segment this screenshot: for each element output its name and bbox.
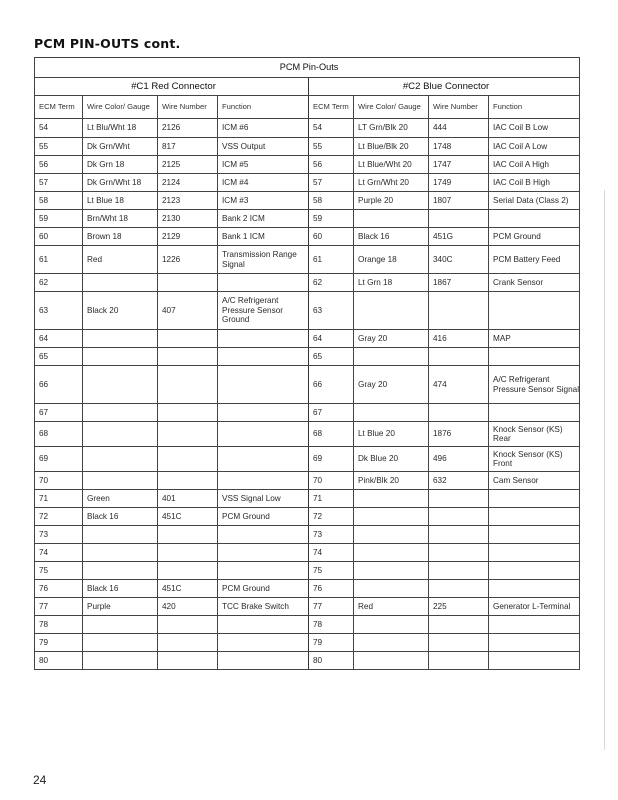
c2-wire-color-cell: Pink/Blk 20 (354, 472, 429, 490)
c2-col-ecm-term: ECM Term (309, 96, 354, 119)
c1-wire-number-cell: 451C (158, 508, 218, 526)
c2-ecm-term-cell: 55 (309, 138, 354, 156)
c2-wire-number-cell (429, 526, 489, 544)
c1-function-cell: VSS Output (218, 138, 309, 156)
page-heading: PCM PIN-OUTS cont. (34, 36, 181, 51)
c2-ecm-term-cell: 61 (309, 246, 354, 274)
c2-connector-title: #C2 Blue Connector (309, 78, 580, 96)
c1-wire-color-cell: Purple (83, 598, 158, 616)
c2-ecm-term-cell: 65 (309, 348, 354, 366)
c1-ecm-term-cell: 62 (35, 274, 83, 292)
c1-ecm-term-cell: 57 (35, 174, 83, 192)
c2-function-cell (489, 634, 580, 652)
c1-ecm-term-cell: 70 (35, 472, 83, 490)
table-row (35, 652, 580, 670)
c1-function-cell: ICM #4 (218, 174, 309, 192)
c1-wire-color-cell: Black 16 (83, 580, 158, 598)
c1-function-cell: ICM #5 (218, 156, 309, 174)
table-row (35, 598, 580, 616)
c1-function-cell (218, 526, 309, 544)
c1-ecm-term-cell: 55 (35, 138, 83, 156)
c2-function-cell (489, 652, 580, 670)
c1-wire-color-cell: Black 20 (83, 292, 158, 330)
c2-wire-color-cell (354, 490, 429, 508)
c1-ecm-term-cell: 67 (35, 404, 83, 422)
c1-wire-color-cell (83, 447, 158, 472)
c2-ecm-term-cell: 59 (309, 210, 354, 228)
table-row (35, 526, 580, 544)
c2-ecm-term-cell: 76 (309, 580, 354, 598)
c2-wire-number-cell: 444 (429, 119, 489, 138)
c2-wire-color-cell: Lt Blue/Wht 20 (354, 156, 429, 174)
c2-wire-color-cell (354, 292, 429, 330)
c1-wire-number-cell (158, 330, 218, 348)
table-row (35, 490, 580, 508)
c2-function-cell (489, 210, 580, 228)
c1-ecm-term-cell: 78 (35, 616, 83, 634)
c1-wire-number-cell: 817 (158, 138, 218, 156)
c1-ecm-term-cell: 58 (35, 192, 83, 210)
c2-wire-number-cell: 1749 (429, 174, 489, 192)
c1-wire-number-cell: 2123 (158, 192, 218, 210)
c1-wire-color-cell (83, 634, 158, 652)
c2-function-cell: A/C Refrigerant Pressure Sensor Signal (489, 366, 580, 404)
table-row (35, 562, 580, 580)
c2-ecm-term-cell: 60 (309, 228, 354, 246)
c1-wire-color-cell: Brown 18 (83, 228, 158, 246)
c1-wire-number-cell (158, 652, 218, 670)
c1-ecm-term-cell: 73 (35, 526, 83, 544)
c1-ecm-term-cell: 75 (35, 562, 83, 580)
c1-ecm-term-cell: 68 (35, 422, 83, 447)
c2-function-cell: PCM Ground (489, 228, 580, 246)
c1-ecm-term-cell: 71 (35, 490, 83, 508)
c2-wire-number-cell: 225 (429, 598, 489, 616)
table-row (35, 404, 580, 422)
c1-wire-number-cell (158, 544, 218, 562)
c2-wire-color-cell: Lt Blue 20 (354, 422, 429, 447)
c1-function-cell: ICM #6 (218, 119, 309, 138)
c2-wire-number-cell (429, 544, 489, 562)
c2-function-cell: IAC Coil B High (489, 174, 580, 192)
c2-wire-color-cell: LT Grn/Blk 20 (354, 119, 429, 138)
c2-wire-number-cell: 632 (429, 472, 489, 490)
c2-wire-number-cell: 1747 (429, 156, 489, 174)
c1-connector-title: #C1 Red Connector (35, 78, 309, 96)
c2-wire-number-cell (429, 508, 489, 526)
c2-wire-color-cell: Gray 20 (354, 366, 429, 404)
c2-wire-color-cell (354, 526, 429, 544)
c2-wire-number-cell: 474 (429, 366, 489, 404)
c1-wire-number-cell: 2129 (158, 228, 218, 246)
c2-function-cell: Knock Sensor (KS) Rear (489, 422, 580, 447)
c2-wire-color-cell (354, 404, 429, 422)
c2-ecm-term-cell: 79 (309, 634, 354, 652)
c2-ecm-term-cell: 63 (309, 292, 354, 330)
c1-wire-color-cell: Green (83, 490, 158, 508)
c2-ecm-term-cell: 74 (309, 544, 354, 562)
c1-ecm-term-cell: 60 (35, 228, 83, 246)
c1-wire-color-cell (83, 652, 158, 670)
c1-function-cell: PCM Ground (218, 580, 309, 598)
c2-ecm-term-cell: 72 (309, 508, 354, 526)
c1-wire-number-cell: 407 (158, 292, 218, 330)
c2-ecm-term-cell: 64 (309, 330, 354, 348)
c1-function-cell (218, 366, 309, 404)
pcm-pinout-table-container (34, 57, 579, 670)
c2-wire-number-cell (429, 652, 489, 670)
c2-ecm-term-cell: 57 (309, 174, 354, 192)
c1-col-wire-number: Wire Number (158, 96, 218, 119)
c2-ecm-term-cell: 67 (309, 404, 354, 422)
c2-wire-number-cell (429, 580, 489, 598)
c2-wire-number-cell (429, 404, 489, 422)
c1-function-cell (218, 404, 309, 422)
c1-ecm-term-cell: 64 (35, 330, 83, 348)
table-row (35, 580, 580, 598)
table-row (35, 616, 580, 634)
c2-ecm-term-cell: 80 (309, 652, 354, 670)
c2-wire-color-cell (354, 652, 429, 670)
table-row (35, 366, 580, 404)
table-row (35, 138, 580, 156)
c1-wire-number-cell: 451C (158, 580, 218, 598)
table-row (35, 292, 580, 330)
c2-wire-number-cell (429, 210, 489, 228)
c1-wire-number-cell: 2125 (158, 156, 218, 174)
c2-ecm-term-cell: 68 (309, 422, 354, 447)
c2-wire-color-cell (354, 544, 429, 562)
table-row (35, 210, 580, 228)
c2-wire-number-cell: 1807 (429, 192, 489, 210)
c2-wire-color-cell (354, 580, 429, 598)
c1-function-cell (218, 544, 309, 562)
c2-wire-number-cell (429, 292, 489, 330)
c1-function-cell (218, 634, 309, 652)
c2-wire-color-cell: Black 16 (354, 228, 429, 246)
table-title: PCM Pin-Outs (35, 58, 580, 78)
c2-col-wire-color: Wire Color/ Gauge (354, 96, 429, 119)
c2-function-cell: PCM Battery Feed (489, 246, 580, 274)
c1-ecm-term-cell: 77 (35, 598, 83, 616)
c2-wire-number-cell: 1867 (429, 274, 489, 292)
c1-function-cell: TCC Brake Switch (218, 598, 309, 616)
c1-function-cell (218, 330, 309, 348)
c2-ecm-term-cell: 71 (309, 490, 354, 508)
c1-col-ecm-term: ECM Term (35, 96, 83, 119)
c2-wire-number-cell: 451G (429, 228, 489, 246)
c2-wire-color-cell (354, 348, 429, 366)
c2-ecm-term-cell: 75 (309, 562, 354, 580)
c1-wire-number-cell (158, 562, 218, 580)
c2-function-cell (489, 580, 580, 598)
c2-function-cell (489, 526, 580, 544)
c2-function-cell (489, 562, 580, 580)
c1-function-cell: Bank 2 ICM (218, 210, 309, 228)
table-row (35, 228, 580, 246)
c2-wire-number-cell: 416 (429, 330, 489, 348)
table-row (35, 508, 580, 526)
c2-ecm-term-cell: 54 (309, 119, 354, 138)
c2-wire-number-cell: 496 (429, 447, 489, 472)
c1-wire-number-cell: 2130 (158, 210, 218, 228)
c1-ecm-term-cell: 54 (35, 119, 83, 138)
c1-function-cell: A/C Refrigerant Pressure Sensor Ground (218, 292, 309, 330)
c2-wire-color-cell: Gray 20 (354, 330, 429, 348)
c1-wire-number-cell (158, 447, 218, 472)
c2-wire-number-cell (429, 616, 489, 634)
table-row (35, 348, 580, 366)
c1-ecm-term-cell: 79 (35, 634, 83, 652)
table-row (35, 634, 580, 652)
c2-wire-number-cell (429, 634, 489, 652)
c2-wire-color-cell: Lt Blue/Blk 20 (354, 138, 429, 156)
c1-wire-color-cell (83, 616, 158, 634)
table-row (35, 192, 580, 210)
c1-wire-number-cell (158, 366, 218, 404)
c1-ecm-term-cell: 72 (35, 508, 83, 526)
c1-function-cell (218, 472, 309, 490)
c1-wire-number-cell (158, 526, 218, 544)
table-row (35, 447, 580, 472)
c1-function-cell (218, 447, 309, 472)
table-row (35, 174, 580, 192)
c2-function-cell (489, 348, 580, 366)
c1-wire-color-cell (83, 526, 158, 544)
table-row (35, 156, 580, 174)
c1-wire-color-cell (83, 348, 158, 366)
c1-wire-number-cell (158, 274, 218, 292)
c2-function-cell (489, 544, 580, 562)
c1-col-function: Function (218, 96, 309, 119)
c1-function-cell (218, 274, 309, 292)
c1-function-cell (218, 652, 309, 670)
c2-function-cell: Crank Sensor (489, 274, 580, 292)
c1-wire-number-cell (158, 616, 218, 634)
c1-wire-color-cell: Brn/Wht 18 (83, 210, 158, 228)
c1-ecm-term-cell: 80 (35, 652, 83, 670)
table-row (35, 422, 580, 447)
c2-wire-color-cell (354, 562, 429, 580)
c2-wire-color-cell: Lt Grn/Wht 20 (354, 174, 429, 192)
c1-wire-number-cell: 2126 (158, 119, 218, 138)
c2-function-cell: Serial Data (Class 2) (489, 192, 580, 210)
table-row (35, 246, 580, 274)
page-number: 24 (33, 773, 47, 787)
table-row (35, 274, 580, 292)
c2-function-cell: Cam Sensor (489, 472, 580, 490)
c1-wire-number-cell (158, 634, 218, 652)
c2-function-cell: IAC Coil B Low (489, 119, 580, 138)
c2-ecm-term-cell: 77 (309, 598, 354, 616)
table-row (35, 472, 580, 490)
c1-wire-color-cell: Black 16 (83, 508, 158, 526)
c2-wire-color-cell (354, 634, 429, 652)
c2-wire-number-cell: 1748 (429, 138, 489, 156)
c2-col-wire-number: Wire Number (429, 96, 489, 119)
c2-wire-color-cell: Lt Grn 18 (354, 274, 429, 292)
c1-function-cell: ICM #3 (218, 192, 309, 210)
c1-wire-number-cell: 1226 (158, 246, 218, 274)
c2-ecm-term-cell: 73 (309, 526, 354, 544)
c1-ecm-term-cell: 61 (35, 246, 83, 274)
c2-wire-color-cell (354, 210, 429, 228)
c1-wire-number-cell (158, 422, 218, 447)
c1-ecm-term-cell: 59 (35, 210, 83, 228)
c2-col-function: Function (489, 96, 580, 119)
c1-wire-color-cell (83, 330, 158, 348)
c2-wire-number-cell: 340C (429, 246, 489, 274)
c1-col-wire-color: Wire Color/ Gauge (83, 96, 158, 119)
c1-function-cell (218, 616, 309, 634)
c1-wire-color-cell: Lt Blu/Wht 18 (83, 119, 158, 138)
c2-ecm-term-cell: 69 (309, 447, 354, 472)
c1-wire-color-cell: Dk Grn/Wht 18 (83, 174, 158, 192)
c2-wire-number-cell: 1876 (429, 422, 489, 447)
c1-function-cell: Bank 1 ICM (218, 228, 309, 246)
c2-function-cell (489, 292, 580, 330)
c1-ecm-term-cell: 63 (35, 292, 83, 330)
c2-wire-number-cell (429, 490, 489, 508)
c2-wire-color-cell: Orange 18 (354, 246, 429, 274)
c1-wire-color-cell: Lt Blue 18 (83, 192, 158, 210)
c1-ecm-term-cell: 66 (35, 366, 83, 404)
c2-ecm-term-cell: 56 (309, 156, 354, 174)
c2-wire-color-cell (354, 508, 429, 526)
table-row (35, 119, 580, 138)
c2-ecm-term-cell: 78 (309, 616, 354, 634)
c1-wire-color-cell (83, 544, 158, 562)
c1-wire-number-cell (158, 404, 218, 422)
c2-function-cell (489, 404, 580, 422)
c1-wire-number-cell (158, 348, 218, 366)
c2-function-cell: Generator L-Terminal (489, 598, 580, 616)
c1-function-cell: PCM Ground (218, 508, 309, 526)
pinout-rows (35, 119, 580, 670)
c1-wire-color-cell: Dk Grn/Wht (83, 138, 158, 156)
c2-function-cell (489, 490, 580, 508)
c1-wire-color-cell (83, 422, 158, 447)
c2-wire-color-cell: Dk Blue 20 (354, 447, 429, 472)
c2-wire-number-cell (429, 348, 489, 366)
c1-wire-number-cell: 2124 (158, 174, 218, 192)
c1-wire-number-cell: 401 (158, 490, 218, 508)
c1-function-cell: Transmission Range Signal (218, 246, 309, 274)
table-row (35, 544, 580, 562)
c2-function-cell: IAC Coil A High (489, 156, 580, 174)
pcm-pinout-table (34, 57, 580, 670)
c1-ecm-term-cell: 65 (35, 348, 83, 366)
c2-wire-color-cell: Purple 20 (354, 192, 429, 210)
c2-ecm-term-cell: 66 (309, 366, 354, 404)
c2-function-cell: MAP (489, 330, 580, 348)
c1-ecm-term-cell: 76 (35, 580, 83, 598)
c1-ecm-term-cell: 69 (35, 447, 83, 472)
c1-wire-color-cell (83, 404, 158, 422)
c2-ecm-term-cell: 70 (309, 472, 354, 490)
c1-function-cell: VSS Signal Low (218, 490, 309, 508)
c1-ecm-term-cell: 56 (35, 156, 83, 174)
c1-wire-number-cell (158, 472, 218, 490)
c2-function-cell: Knock Sensor (KS) Front (489, 447, 580, 472)
c2-wire-color-cell (354, 616, 429, 634)
c1-wire-color-cell (83, 366, 158, 404)
table-row (35, 330, 580, 348)
c1-function-cell (218, 422, 309, 447)
c2-function-cell: IAC Coil A Low (489, 138, 580, 156)
c1-wire-color-cell: Dk Grn 18 (83, 156, 158, 174)
c1-wire-color-cell (83, 562, 158, 580)
c2-function-cell (489, 616, 580, 634)
c2-ecm-term-cell: 62 (309, 274, 354, 292)
c1-wire-color-cell (83, 472, 158, 490)
scan-edge-line (604, 190, 605, 750)
c1-wire-color-cell: Red (83, 246, 158, 274)
c1-wire-color-cell (83, 274, 158, 292)
c1-wire-number-cell: 420 (158, 598, 218, 616)
c2-ecm-term-cell: 58 (309, 192, 354, 210)
c2-wire-number-cell (429, 562, 489, 580)
c1-function-cell (218, 562, 309, 580)
c1-function-cell (218, 348, 309, 366)
c2-function-cell (489, 508, 580, 526)
c2-wire-color-cell: Red (354, 598, 429, 616)
c1-ecm-term-cell: 74 (35, 544, 83, 562)
